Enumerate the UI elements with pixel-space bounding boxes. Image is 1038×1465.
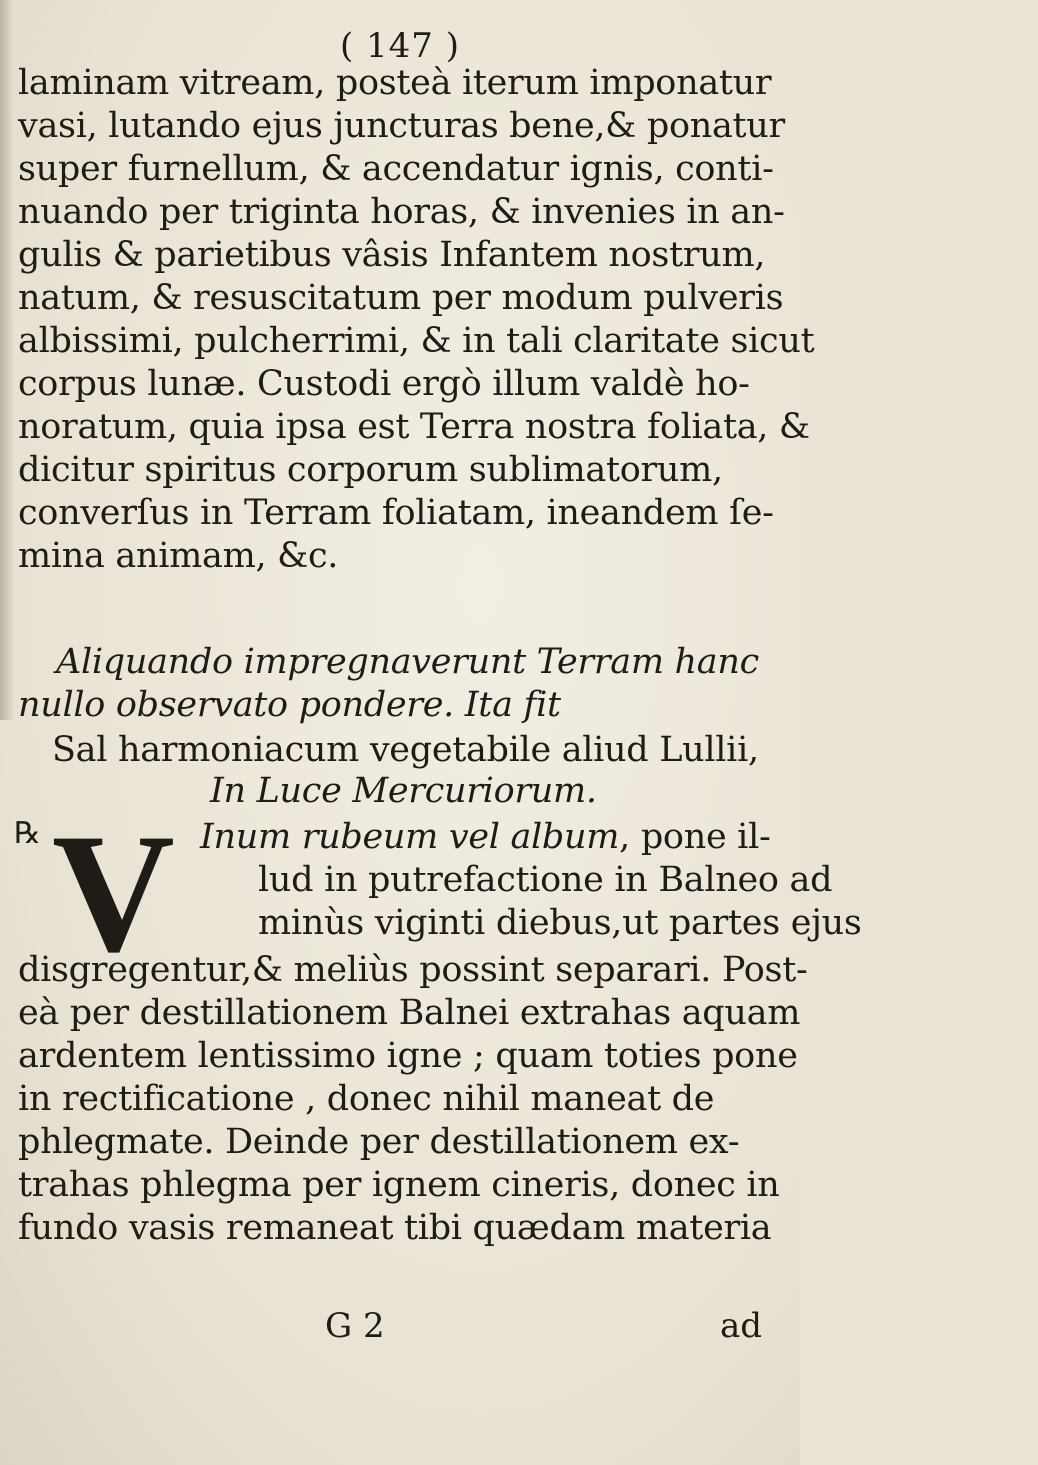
italic-line-1: Aliquando impregnaverunt Terram hanc — [56, 642, 759, 682]
text-line-8: corpus lunæ. Custodi ergò illum valdè ho- — [18, 364, 750, 404]
recipe-symbol: ℞ — [14, 816, 41, 851]
text-line-4: nuando per triginta horas, & invenies in an- — [18, 192, 785, 232]
text-line-1: laminam vitream, posteà iterum imponatur — [18, 63, 772, 103]
recipe-heading: Sal harmoniacum vegetabile aliud Lullii, — [52, 730, 759, 770]
dropcap-line-1 — [200, 817, 980, 857]
text-line-14: disgregentur,& meliùs possint separari. Post- — [18, 950, 808, 990]
page-number: ( 147 ) — [339, 26, 461, 66]
dropcap-line-1-roman: , pone il- — [619, 817, 771, 857]
text-line-17: in rectificatione , donec nihil maneat de — [18, 1079, 715, 1119]
text-line-3: super furnellum, & accendatur ignis, conti- — [18, 149, 774, 189]
catchword: ad — [720, 1306, 763, 1346]
text-line-5: gulis & parietibus vâsis Infantem nostrum, — [18, 235, 766, 275]
text-line-9: noratum, quia ipsa est Terra nostra foliata, & — [18, 407, 810, 447]
text-line-15: eà per destillationem Balnei extrahas aquam — [18, 993, 801, 1033]
italic-line-2: nullo observato pondere. Ita fit — [18, 685, 561, 725]
text-line-19: trahas phlegma per ignem cineris, donec in — [18, 1165, 780, 1205]
text-line-12: mina animam, &c. — [18, 536, 339, 576]
recipe-subheading: In Luce Mercuriorum. — [210, 771, 597, 811]
signature-mark: G 2 — [325, 1306, 385, 1346]
dropcap-line-3: minùs viginti diebus,ut partes ejus — [258, 903, 862, 943]
text-line-20: fundo vasis remaneat tibi quædam materia — [18, 1208, 772, 1248]
dropcap-line-1-italic: Inum rubeum vel album — [200, 817, 620, 857]
text-line-18: phlegmate. Deinde per destillationem ex- — [18, 1122, 740, 1162]
text-line-2: vasi, lutando ejus juncturas bene,& ponatur — [18, 106, 785, 146]
text-line-11: converſus in Terram foliatam, ineandem ſe- — [18, 493, 774, 533]
text-line-6: natum, & resuscitatum per modum pulveris — [18, 278, 784, 318]
text-line-16: ardentem lentissimo igne ; quam toties pone — [18, 1036, 798, 1076]
dropcap-line-2: lud in putrefactione in Balneo ad — [258, 860, 833, 900]
page-gutter-shadow — [0, 0, 14, 720]
text-line-7: albissimi, pulcherrimi, & in tali claritate sicut — [18, 321, 815, 361]
text-line-10: dicitur spiritus corporum sublimatorum, — [18, 450, 723, 490]
drop-cap-letter: V — [52, 799, 175, 987]
